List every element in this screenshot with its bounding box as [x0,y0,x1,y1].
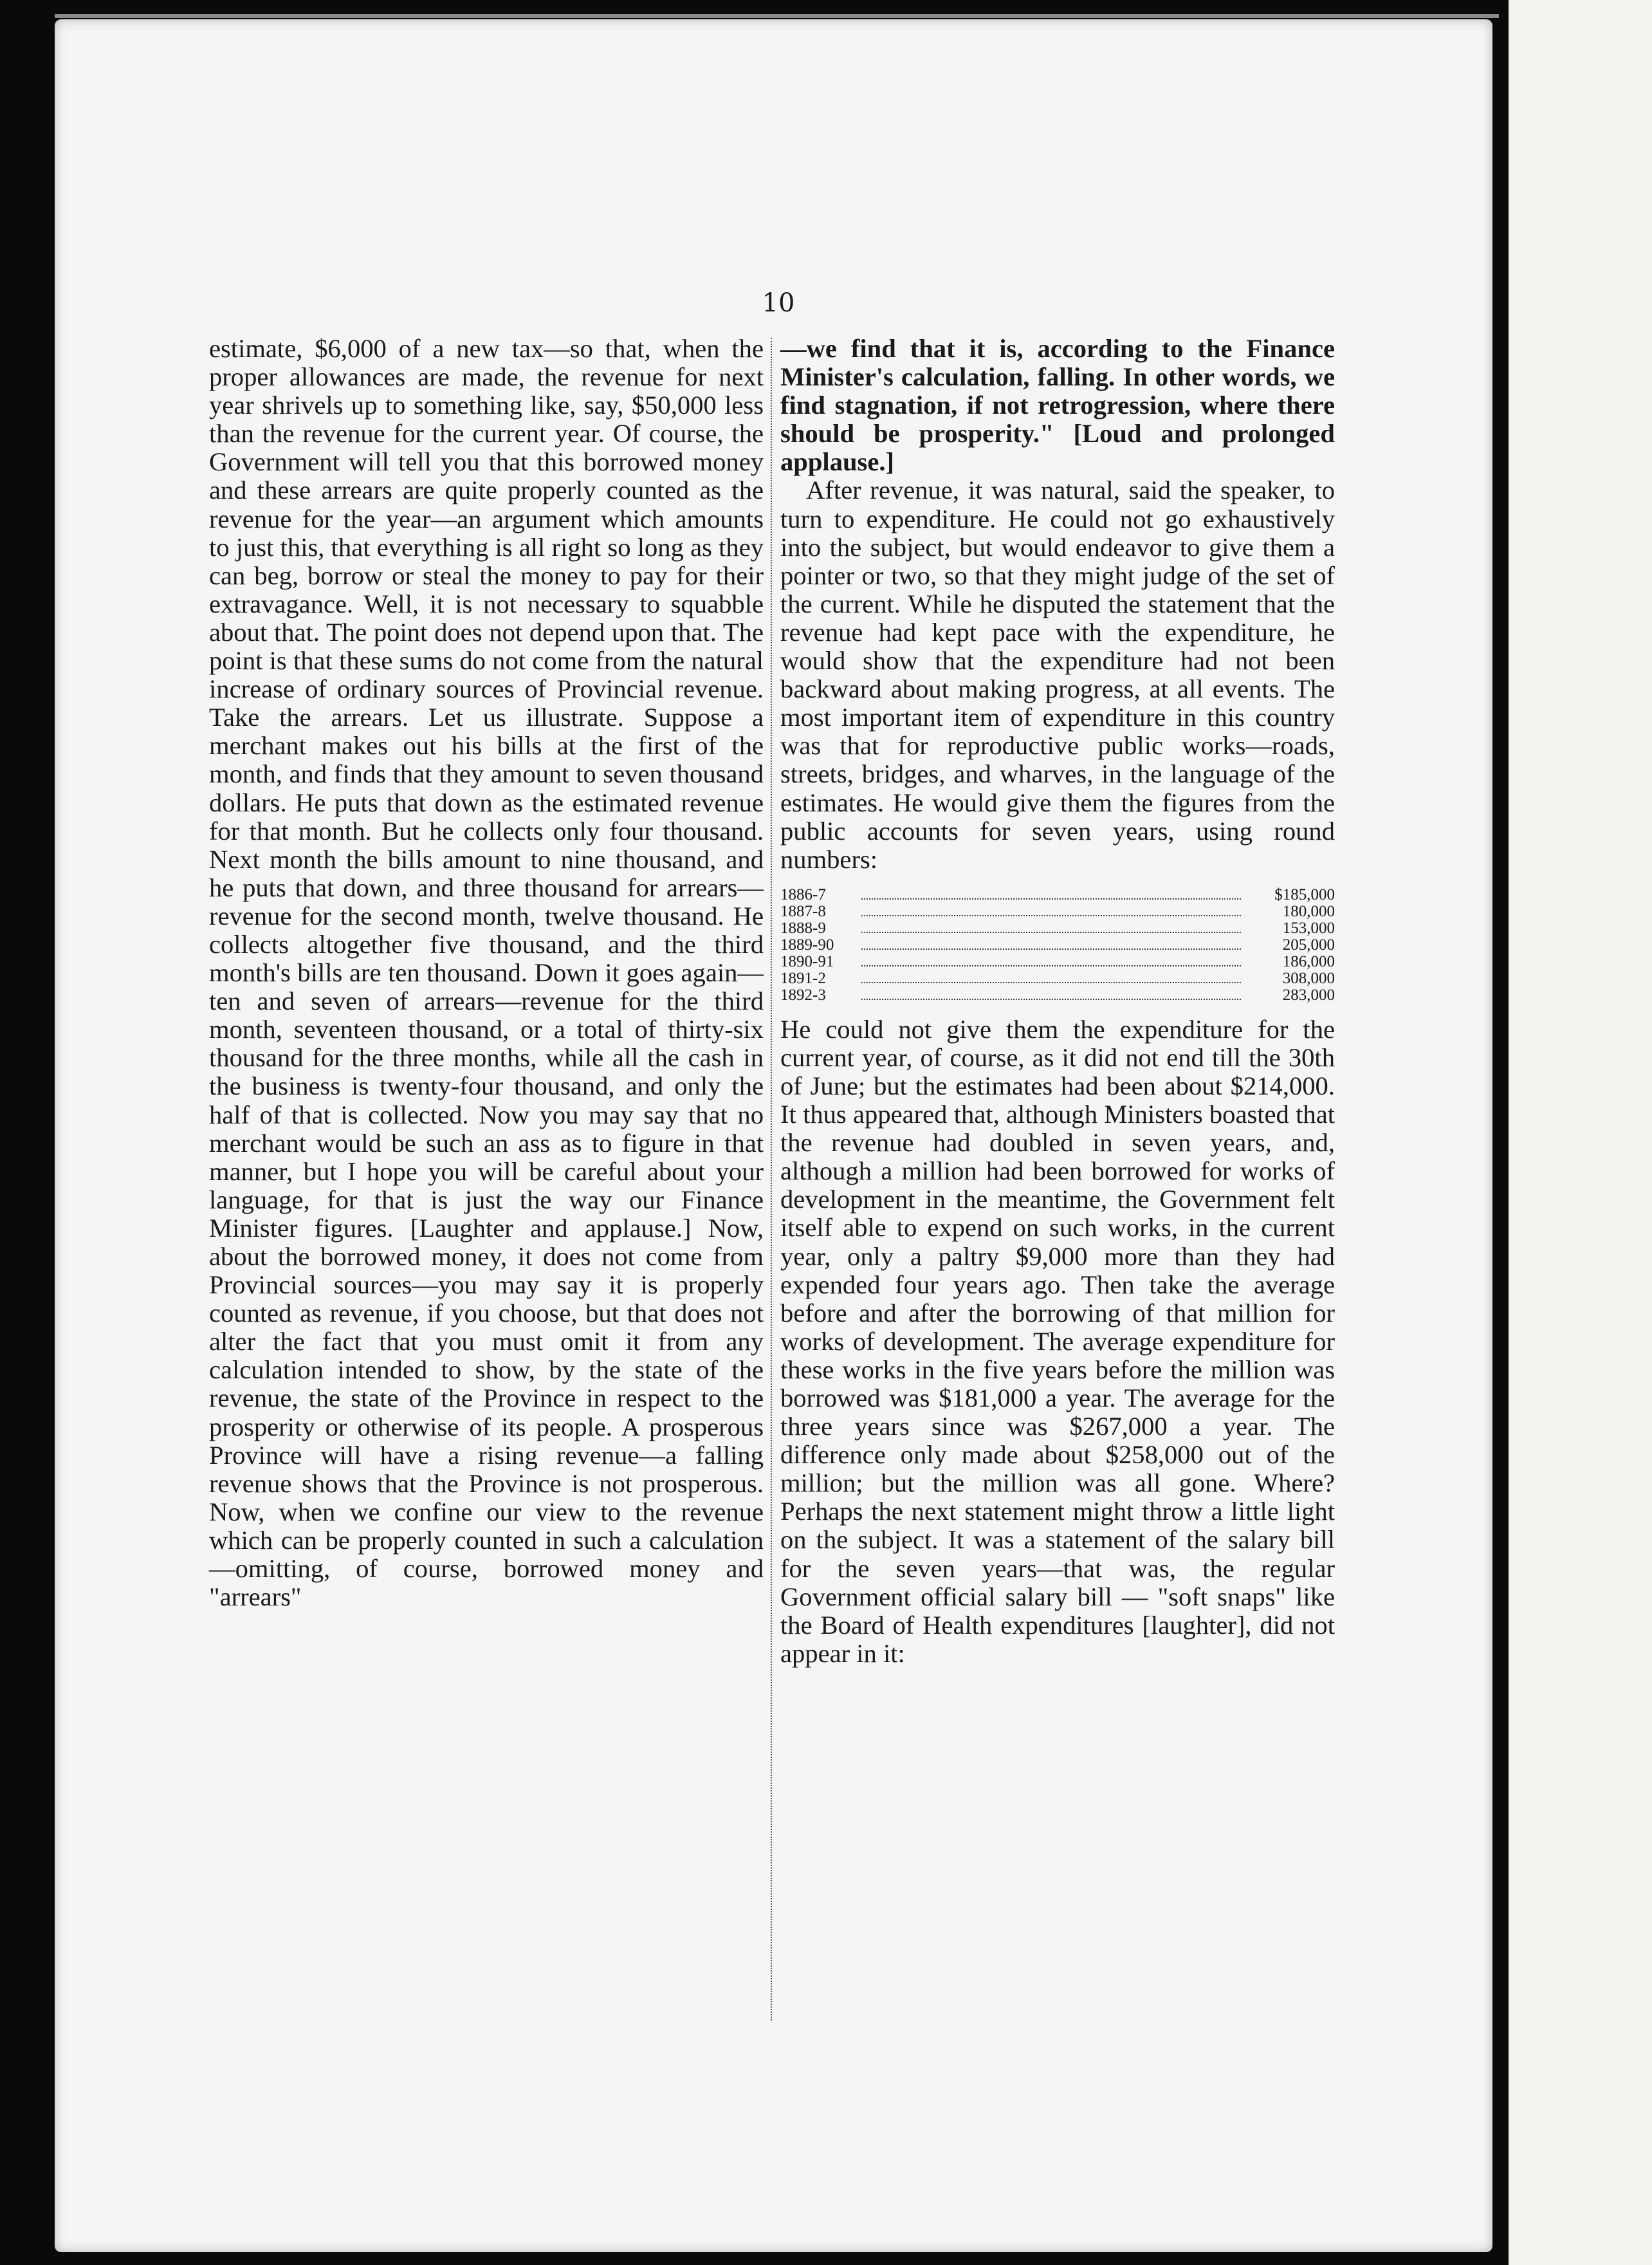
table-year: 1891-2 [780,969,826,987]
right-column [780,335,1335,1668]
table-amount: 205,000 [1282,936,1335,954]
table-row [780,987,1335,1004]
table-year: 1887-8 [780,902,826,920]
table-row [780,887,1335,903]
table-row [780,920,1335,937]
table-year: 1889-90 [780,936,834,954]
page-top-edge [55,14,1499,18]
right-paragraph-current-year: He could not give them the expenditure for the current year, of course, as it did not end till the 30th of June; but the estimates had been about $214,000. It thus appeared that, although Ministers boasted that the revenue had doubled in seven years, and, although a million had been borrowed for works of development in the meantime, the Government felt itself able to expend on such works, in the current year, only a paltry $9,000 more than they had expended four years ago. Then take the average before and after the borrowing of that million for works of development. The average expenditure for these works in the five years before the million was borrowed was $181,000 a year. The average for the three years since was $267,000 a year. The difference only made about $258,000 out of the million; but the million was all gone. Where? Perhaps the next statement might throw a little light on the subject. It was a statement of the salary bill for the seven years—that was, the regular Government official salary bill — "soft snaps" like the Board of Health expenditures [laughter], did not appear in it: [780,1014,1335,1668]
table-year: 1892-3 [780,986,826,1004]
left-column [209,335,764,1611]
right-paragraph-bold: —we find that it is, according to the Finance Minister's calculation, falling. In other words, we find stagnation, if not retrogression, where there should be prosperity." [Loud and prolonged applause.] [780,334,1335,477]
table-year: 1886-7 [780,885,826,903]
table-amount: 283,000 [1282,986,1335,1004]
table-amount: 153,000 [1282,919,1335,937]
table-row [780,954,1335,970]
right-paragraph-expenditure: After revenue, it was natural, said the speaker, to turn to expenditure. He could not go exhaustively into the subject, but would endeavor to give them a pointer or two, so that they might judge of the set of the current. While he disputed the statement that the revenue had kept pace with the expenditure, he would show that the expenditure had not been backward about making progress, at all events. The most important item of expenditure in this country was that for reproductive public works—roads, streets, bridges, and wharves, in the language of the estimates. He would give them the figures from the public accounts for seven years, using round numbers: [780,476,1335,874]
column-divider [771,338,772,2020]
table-row [780,903,1335,920]
table-amount: $185,000 [1274,885,1335,903]
left-paragraph: estimate, $6,000 of a new tax—so that, when the proper allowances are made, the revenue for next year shrivels up to something like, say, $50,000 less than the revenue for the current year. Of course, the Government will tell you that this borrowed money and these arrears are quite properly counted as the revenue for the year—an argument which amounts to just this, that everything is all right so long as they can beg, borrow or steal the money to pay for their extravagance. Well, it is not necessary to squabble about that. The point does not depend upon that. The point is that these sums do not come from the natural increase of ordinary sources of Provincial revenue. Take the arrears. Let us illustrate. Suppose a merchant makes out his bills at the first of the month, and finds that they amount to seven thousand dollars. He puts that down as the estimated revenue for that month. But he collects only four thousand. Next month the bills amount to nine thousand, and he puts that down, and three thousand for arrears—revenue for the second month, twelve thousand. He collects altogether five thousand, and the third month's bills are ten thousand. Down it goes again—ten and seven of arrears—revenue for the third month, seventeen thousand, or a total of thirty-six thousand for the three months, while all the cash in the business is twenty-four thousand, and only the half of that is collected. Now you may say that no merchant would be such an ass as to figure in that manner, but I hope you will be careful about your language, for that is just the way our Finance Minister figures. [Laughter and applause.] Now, about the borrowed money, it does not come from Provincial sources—you may say it is properly counted as revenue, if you choose, but that does not alter the fact that you must omit it from any calculation intended to show, by the state of the revenue, the state of the Province in respect to the prosperity or otherwise of its people. A prosperous Province will have a rising revenue—a falling revenue shows that the Province is not prosperous. Now, when we confine our view to the revenue which can be properly counted in such a calculation—omitting, of course, borrowed money and "arrears" [209,334,764,1612]
expenditure-table [780,887,1335,1004]
table-amount: 180,000 [1282,902,1335,920]
table-row [780,970,1335,987]
table-amount: 186,000 [1282,952,1335,970]
table-amount: 308,000 [1282,969,1335,987]
facing-page-edge [1509,0,1652,2265]
table-year: 1890-91 [780,952,834,970]
table-year: 1888-9 [780,919,826,937]
table-row [780,937,1335,954]
page-number: 10 [762,288,795,318]
